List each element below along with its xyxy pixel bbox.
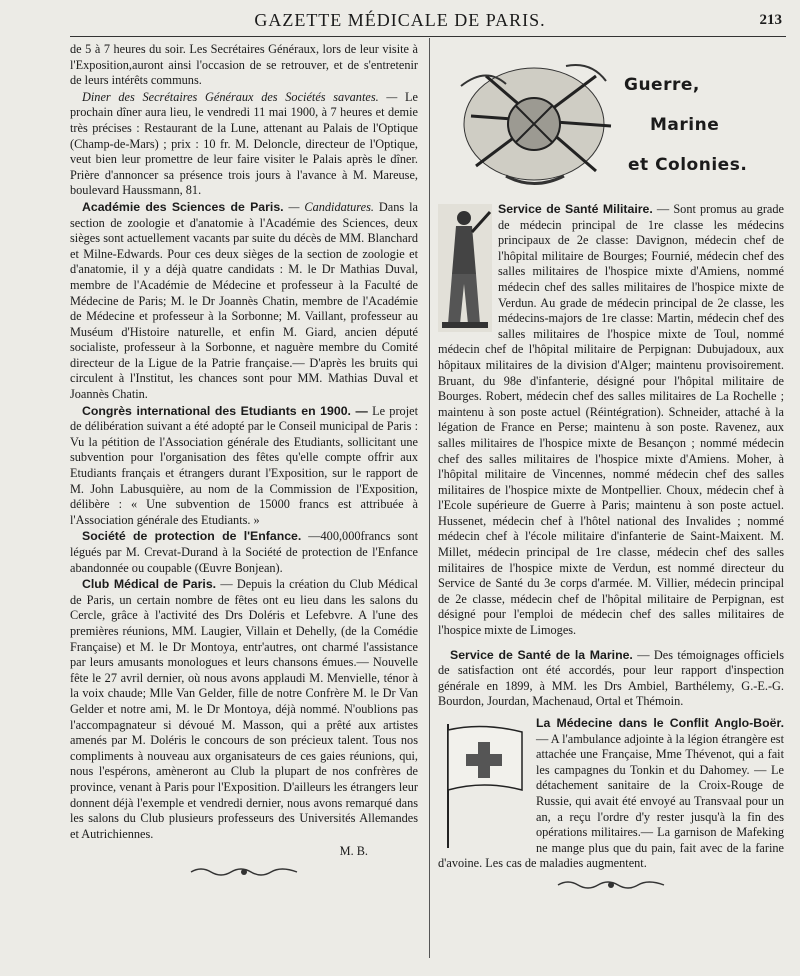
- journal-title: GAZETTE MÉDICALE DE PARIS.: [254, 10, 546, 30]
- military-trophy-icon: [446, 46, 626, 196]
- academie-subtitle: — Candidatures.: [283, 199, 374, 214]
- left-column: [70, 42, 418, 888]
- banner-line-guerre: Guerre,: [624, 75, 700, 95]
- boer-block: [438, 716, 784, 873]
- sante-militaire-title: Service de Santé Militaire.: [498, 202, 653, 216]
- sante-marine-paragraph: [438, 648, 784, 710]
- sante-marine-text: — Des témoignages officiels de satisfaction ont été accordés, pour leur rapport d'inspection générale en 1899, à MM. les Drs Ambiel, Barthélemy, G.-E.-G. Bourdon, Jourdan, Machenaud, Ortal et Thémoin.: [438, 647, 785, 709]
- boer-text: — A l'ambulance adjointe à la légion étrangère est attachée une Française, Mme Thévenot, qui a fait les campagnes du Tonkin et du Dahomey. — Le détachement sanitaire de la Croix-Rouge de Russie, qui avait été envoyé au Transvaal pour un an, a reçu l'ordre d'y rester jusqu'à la fin des opérations militaires.— La garnison de Mafeking ne mange plus que du pain, fait avec de la farine d'avoine. Les cas de maladies augmentent.: [438, 731, 784, 871]
- club-text: — Depuis la création du Club Médical de Paris, un certain nombre de fêtes ont eu lieu dans les salons du Cercle, grâce à l'activité des Drs Doléris et Lefebvre. A l'une des premières réunions, MM. Laugier, Villain et Dehelly, (de la Comédie Française) et M. le Dr Montoya, entr'autres, ont charmé l'assistance par leurs amusants monologues et leurs chansons émues.— Nouvelle fête le 27 avril dernier, où nous avons applaudi M. Menvielle, ténor à la voix chaude; Mlle Van Gelder, fille de notre Confrère M. le Dr Van Gelder et notre ami, M. le Dr Montoya, déjà nommé. N'oublions pas l'accompagnateur si dévoué M. Masson, qui a prêté aux artistes amenés par M. Doléris le concours de son précieux talent. Tous nos compliments à nouveau aux organisateurs de ces gaies réunions, qui, nous l'espérons, amèneront au Club la plupart de nos confrères de province, venant à Paris pour l'Exposition. D'ailleurs les étrangers leur donnent déjà l'exemple et vendredi dernier, nous avons remarqué dans les salons du Club plusieurs professeurs des Universités Allemandes et Autrichiennes.: [70, 577, 418, 841]
- ornament-divider: [70, 866, 418, 883]
- societe-paragraph: [70, 529, 418, 576]
- societe-text: —400,000francs sont légués par M. Crevat-Durand à la Société de protection de l'Enfance abandonnée ou coupable (Œuvre Bonjean).: [70, 529, 418, 575]
- signature: M. B.: [339, 844, 368, 859]
- congres-text: Le projet de délibération suivant a été adopté par le Conseil municipal de Paris : Vu la pétition de l'Association générale des Etudiants, sollicitant une subvention pour l'organisation des fêtes qu'elle compte offrir aux Etudiants français et étrangers durant l'Exposition, sur le rapport de M. John Labusquière, au nom de la Commission de l'Exposition, délibère : « Une subvention de 15000 francs est attribuée à l'Association générale des Etudiants. »: [70, 403, 418, 527]
- ornament-divider-right: [438, 879, 784, 896]
- diner-title: Diner des Secrétaires Généraux des Sociétés savantes. —: [82, 89, 398, 104]
- congres-paragraph: [70, 404, 418, 529]
- societe-title: Société de protection de l'Enfance.: [82, 529, 302, 544]
- sante-marine-title: Service de Santé de la Marine.: [450, 647, 633, 662]
- masthead: [0, 0, 800, 40]
- section-banner: [438, 42, 784, 202]
- page-number: 213: [759, 12, 782, 28]
- banner-line-marine: Marine: [650, 115, 720, 135]
- diner-text: Le prochain dîner aura lieu, le vendredi 11 mai 1900, à 7 heures et demie très précises : Restaurant de la Lune, attenant au Palais de l'Optique (Champ-de-Mars) ; prix : 10 fr. M. Deloncle, directeur de l'Optique, veut bien leur promettre de leur faire visiter le Palais après le dîner. Prière d'annoncer sa présence trois jours à l'avance à M. Mareuse, boulevard Haussmann, 81.: [70, 89, 419, 198]
- congres-title: Congrès international des Etudiants en 1900. —: [82, 403, 368, 418]
- academie-paragraph: [70, 200, 418, 403]
- right-column: [438, 42, 784, 902]
- soldier-figure-icon: [438, 204, 492, 332]
- sante-militaire-text: — Sont promus au grade de médecin principal de 1re classe les médecins principaux de 2e classe: Davignon, médecin chef de l'hôpital militaire de Bourges; Fournié, médecin chef des salles militaires de l'hospice mixte d'Amiens, nommé médecin chef des salles militaires de l'hospice mixte de Verdun. Au grade de médecin principal de 2e classe, les médecins-majors de 1re classe: Martin, médecin chef des salles militaires de l'hospice mixte de Toul, nommé médecin chef de l'hôpital militaire de Perpignan: Dubujadoux, aux hôpitaux militaires de la division d'Alger; maintenu provisoirement. Bruant, du 98e d'infanterie, désigné pour l'hôpital militaire de Bourges. Robert, médecin chef des salles militaires de La Rochelle ; maintenu à son poste actuel (Réintégration). Schneider, attaché à la légation de France en Perse; maintenu à son poste. Ravenez, aux salles militaires de l'hospice mixte de Besançon ; nommé médecin chef des salles militaires de l'hospice mixte d'Amiens. Moher, à l'hôpital militaire de Vincennes, nommé médecin chef des salles militaires de l'hospice mixte de Montpellier. Choux, médecin chef à l'Ecole supérieure de Guerre à Paris; maintenu à son poste actuel. Hussenet, médecin chef à l'hôtel national des Invalides ; nommé médecin chef à l'école militaire d'infanterie de Saint-Maixent. M. Millet, médecin principal de 1re classe, médecin chef des salles militaires de l'hospice mixte de Verdun, est nommé directeur du Service de Santé du 3e corps d'armée. M. Villier, médecin principal de 2e classe, médecin chef de l'hôpital militaire de Perpignan, est désigné pour l'emploi de médecin chef des salles militaires de l'hospice mixte de Limoges.: [438, 202, 784, 638]
- boer-title: La Médecine dans le Conflit Anglo-Boër.: [536, 716, 784, 730]
- header-rule: [70, 36, 786, 37]
- red-cross-flag-icon: [442, 720, 528, 850]
- intro-paragraph: de 5 à 7 heures du soir. Les Secrétaires Généraux, lors de leur visite à l'Exposition,auront ainsi l'occasion de se retrouver, et de s'entretenir de leurs intérêts communs.: [70, 42, 418, 88]
- club-paragraph: [70, 577, 418, 842]
- club-title: Club Médical de Paris.: [82, 577, 217, 592]
- academie-text: Dans la section de zoologie et d'anatomie à l'Académie des Sciences, deux sièges sont actuellement vacants par suite du décès de MM. Blanchard et Milne-Edwards. Pour ces deux sièges de la section de zoologie et d'anatomie, il y a déjà quatre candidats : M. le Dr Mathias Duval, membre de l'Académie de Médecine et professeur à la Faculté de Médecine de Paris; M. le Dr Joannès Chatin, membre de l'Académie de Médecine et professeur à la Sorbonne; M. Vaillant, professeur au Muséum d'Histoire naturelle, et enfin M. Giard, ancien député socialiste, professeur à la Sorbonne, et naguère membre du Comité directeur de la Ligue de la Patrie française.— D'après les bruits qui circulent à l'Institut, les chances sont pour MM. Mathias Duval et Joannès Chatin.: [70, 199, 418, 402]
- diner-paragraph: [70, 90, 418, 199]
- banner-line-colonies: et Colonies.: [628, 155, 748, 175]
- column-divider: [429, 38, 430, 958]
- sante-militaire-block: [438, 202, 784, 640]
- academie-title: Académie des Sciences de Paris.: [82, 199, 284, 214]
